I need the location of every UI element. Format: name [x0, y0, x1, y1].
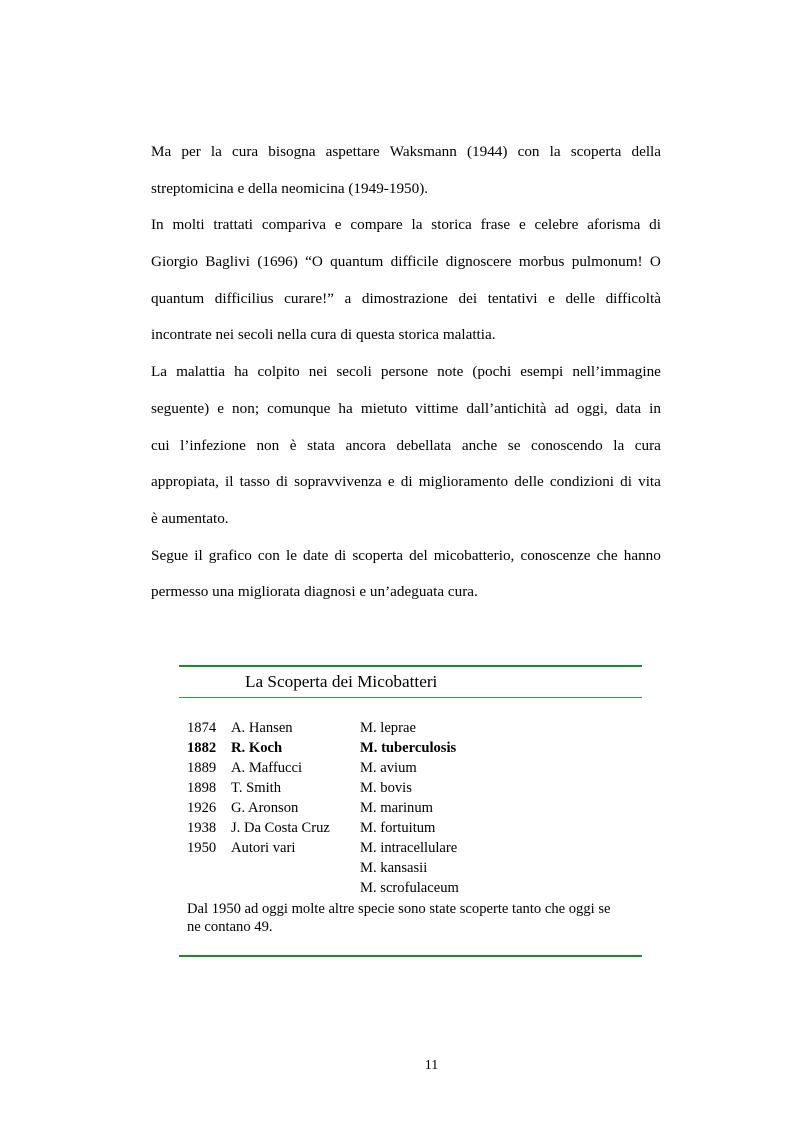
- text-word: di: [334, 546, 347, 564]
- discovery-year: [187, 858, 231, 878]
- text-word: e: [548, 289, 555, 307]
- discovery-year: 1889: [187, 760, 217, 776]
- discovery-row: [187, 878, 642, 898]
- text-word: l’infezione: [180, 436, 246, 454]
- discovery-author: R. Koch: [231, 740, 283, 756]
- text-word: miglioramento: [418, 473, 509, 491]
- text-word: la: [613, 436, 625, 454]
- discovery-species: M. bovis: [360, 780, 412, 796]
- text-word: O: [649, 253, 661, 271]
- box-title: La Scoperta dei Micobatteri: [245, 672, 438, 691]
- text-word: compariva: [261, 216, 326, 234]
- box-note: Dal 1950 ad oggi molte altre specie sono state scoperte tanto che oggi se ne contano 49.: [187, 901, 611, 935]
- discovery-row: [187, 798, 642, 818]
- text-word: molti: [172, 216, 205, 234]
- text-word: il: [194, 546, 203, 564]
- text-word: cura: [232, 143, 259, 160]
- text-word: incontrate nei secoli nella cura di questa storica malattia.: [151, 326, 496, 344]
- text-word: difficile: [390, 253, 439, 271]
- text-word: con: [257, 546, 280, 564]
- discovery-year: 1882: [187, 740, 217, 756]
- text-word: (1944): [466, 143, 508, 160]
- text-word: compare: [350, 216, 403, 234]
- text-word: dignoscere: [445, 253, 512, 271]
- text-word: con: [517, 143, 540, 160]
- text-word: secoli: [336, 363, 372, 381]
- text-word: conoscendo: [531, 436, 603, 454]
- discovery-species: M. marinum: [360, 800, 433, 816]
- discovery-year: 1926: [187, 800, 217, 816]
- discovery-row: [187, 738, 642, 758]
- text-line: [151, 180, 661, 217]
- text-word: dimostrazione: [361, 289, 448, 307]
- discovery-species: M. kansasii: [360, 860, 428, 876]
- text-word: colpito: [257, 363, 300, 381]
- text-word: permesso una migliorata diagnosi e un’adeguata cura.: [151, 583, 478, 601]
- discovery-row: [187, 718, 642, 738]
- text-word: Segue: [151, 546, 189, 564]
- text-word: Ma: [151, 143, 172, 160]
- discovery-row: [187, 778, 642, 798]
- discovery-row: [187, 858, 642, 878]
- text-word: oggi,: [576, 399, 608, 417]
- text-word: il: [225, 473, 234, 491]
- text-line: [151, 510, 661, 547]
- text-word: tentativi: [487, 289, 538, 307]
- text-word: e: [217, 399, 224, 417]
- text-line: [151, 290, 661, 327]
- text-line: [151, 363, 661, 400]
- text-word: la: [210, 143, 222, 160]
- text-word: La: [151, 363, 168, 381]
- discovery-year: 1898: [187, 780, 217, 796]
- text-word: trattati: [213, 216, 254, 234]
- text-line: [151, 326, 661, 363]
- text-line: [151, 437, 661, 474]
- discovery-species: M. intracellulare: [360, 840, 458, 856]
- text-word: “O: [305, 253, 323, 271]
- text-word: di: [400, 473, 413, 491]
- discovery-author: T. Smith: [231, 780, 282, 796]
- text-word: micobatterio,: [433, 546, 515, 564]
- text-word: frase: [480, 216, 511, 234]
- discovery-author: J. Da Costa Cruz: [231, 820, 330, 836]
- text-word: anche: [461, 436, 498, 454]
- text-word: date: [303, 546, 329, 564]
- text-word: ha: [338, 399, 353, 417]
- text-word: celebre: [534, 216, 579, 234]
- text-line: [151, 547, 661, 584]
- discovery-box: [179, 665, 642, 936]
- text-word: debellata: [396, 436, 452, 454]
- text-word: che: [596, 546, 618, 564]
- text-word: quantum: [330, 253, 384, 271]
- text-word: difficoltà: [605, 289, 661, 307]
- text-word: conoscenze: [520, 546, 591, 564]
- text-word: streptomicina e della neomicina (1949-1950).: [151, 179, 429, 197]
- text-word: aforisma: [587, 216, 641, 234]
- discovery-species: M. fortuitum: [360, 820, 436, 836]
- text-word: seguente): [151, 399, 210, 417]
- discovery-author: [231, 878, 360, 898]
- discovery-year: [187, 878, 231, 898]
- text-word: in: [649, 399, 661, 417]
- text-word: è aumentato.: [151, 509, 229, 527]
- text-word: difficilius: [214, 289, 274, 307]
- discovery-year: 1950: [187, 840, 217, 856]
- discovery-species: M. avium: [360, 760, 417, 776]
- text-line: [151, 216, 661, 253]
- text-word: hanno: [623, 546, 661, 564]
- text-word: di: [649, 216, 661, 234]
- text-word: cura: [634, 436, 661, 454]
- text-word: malattia: [176, 363, 226, 381]
- text-word: nei: [308, 363, 328, 381]
- discovery-row: [187, 838, 642, 858]
- discovery-species: M. leprae: [360, 720, 416, 736]
- text-word: morbus: [518, 253, 565, 271]
- text-line: [151, 400, 661, 437]
- text-word: se: [507, 436, 521, 454]
- text-word: quantum: [151, 289, 205, 307]
- discovery-year: 1874: [187, 720, 217, 736]
- text-line: [151, 143, 661, 180]
- text-word: la: [549, 143, 561, 160]
- text-word: Baglivi: [205, 253, 251, 271]
- text-word: tasso: [239, 473, 270, 491]
- text-line: [151, 583, 661, 620]
- text-word: a: [344, 289, 352, 307]
- text-word: dei: [458, 289, 478, 307]
- text-word: sopravvivenza: [294, 473, 382, 491]
- text-word: delle: [514, 473, 544, 491]
- text-word: vittime: [415, 399, 459, 417]
- discovery-author: G. Aronson: [231, 800, 299, 816]
- discovery-author: [231, 858, 360, 878]
- text-word: cui: [151, 436, 170, 454]
- discovery-row: [187, 758, 642, 778]
- text-word: storica: [431, 216, 472, 234]
- text-word: comunque: [267, 399, 331, 417]
- text-word: condizioni: [549, 473, 615, 491]
- text-word: stata: [307, 436, 335, 454]
- text-word: di: [276, 473, 288, 491]
- text-word: della: [631, 143, 661, 160]
- text-word: data: [615, 399, 642, 417]
- text-word: appropiata,: [151, 473, 219, 491]
- text-word: le: [285, 546, 297, 564]
- text-word: delle: [565, 289, 595, 307]
- box-bottom-rule: [179, 955, 642, 957]
- text-word: non: [256, 436, 280, 454]
- text-word: curare!”: [284, 289, 334, 307]
- discovery-species: M. tuberculosis: [360, 740, 457, 756]
- text-word: è: [289, 436, 297, 454]
- text-word: persone: [380, 363, 429, 381]
- text-word: Waksmann: [389, 143, 457, 160]
- text-word: (1696): [257, 253, 298, 271]
- text-word: la: [411, 216, 423, 234]
- text-word: e: [334, 216, 342, 234]
- text-word: In: [151, 216, 164, 234]
- discovery-year: 1938: [187, 820, 217, 836]
- text-word: vita: [638, 473, 661, 491]
- discovery-species: M. scrofulaceum: [360, 880, 459, 896]
- text-word: e: [518, 216, 526, 234]
- discovery-list: [179, 698, 642, 898]
- text-word: di: [620, 473, 632, 491]
- discovery-author: A. Hansen: [231, 720, 293, 736]
- text-word: mietuto: [360, 399, 408, 417]
- text-word: bisogna: [268, 143, 316, 160]
- text-word: e: [387, 473, 395, 491]
- text-word: scoperta: [570, 143, 622, 160]
- text-word: dall’antichità: [466, 399, 547, 417]
- text-word: grafico: [208, 546, 252, 564]
- body-text: [151, 143, 661, 620]
- text-line: [151, 473, 661, 510]
- text-word: scoperta: [352, 546, 403, 564]
- discovery-author: A. Maffucci: [231, 760, 303, 776]
- text-word: non;: [232, 399, 260, 417]
- discovery-row: [187, 818, 642, 838]
- text-word: esempi: [520, 363, 564, 381]
- text-word: ha: [234, 363, 249, 381]
- text-word: (pochi: [472, 363, 512, 381]
- text-word: per: [181, 143, 201, 160]
- text-word: ad: [554, 399, 569, 417]
- text-word: nell’immagine: [572, 363, 661, 381]
- text-line: [151, 253, 661, 290]
- text-word: pulmonum!: [571, 253, 643, 271]
- page-number: 11: [424, 1058, 439, 1073]
- text-word: aspettare: [325, 143, 380, 160]
- text-word: del: [409, 546, 428, 564]
- text-word: note: [437, 363, 464, 381]
- discovery-author: Autori vari: [231, 840, 296, 856]
- text-word: Giorgio: [151, 253, 198, 271]
- text-word: ancora: [345, 436, 386, 454]
